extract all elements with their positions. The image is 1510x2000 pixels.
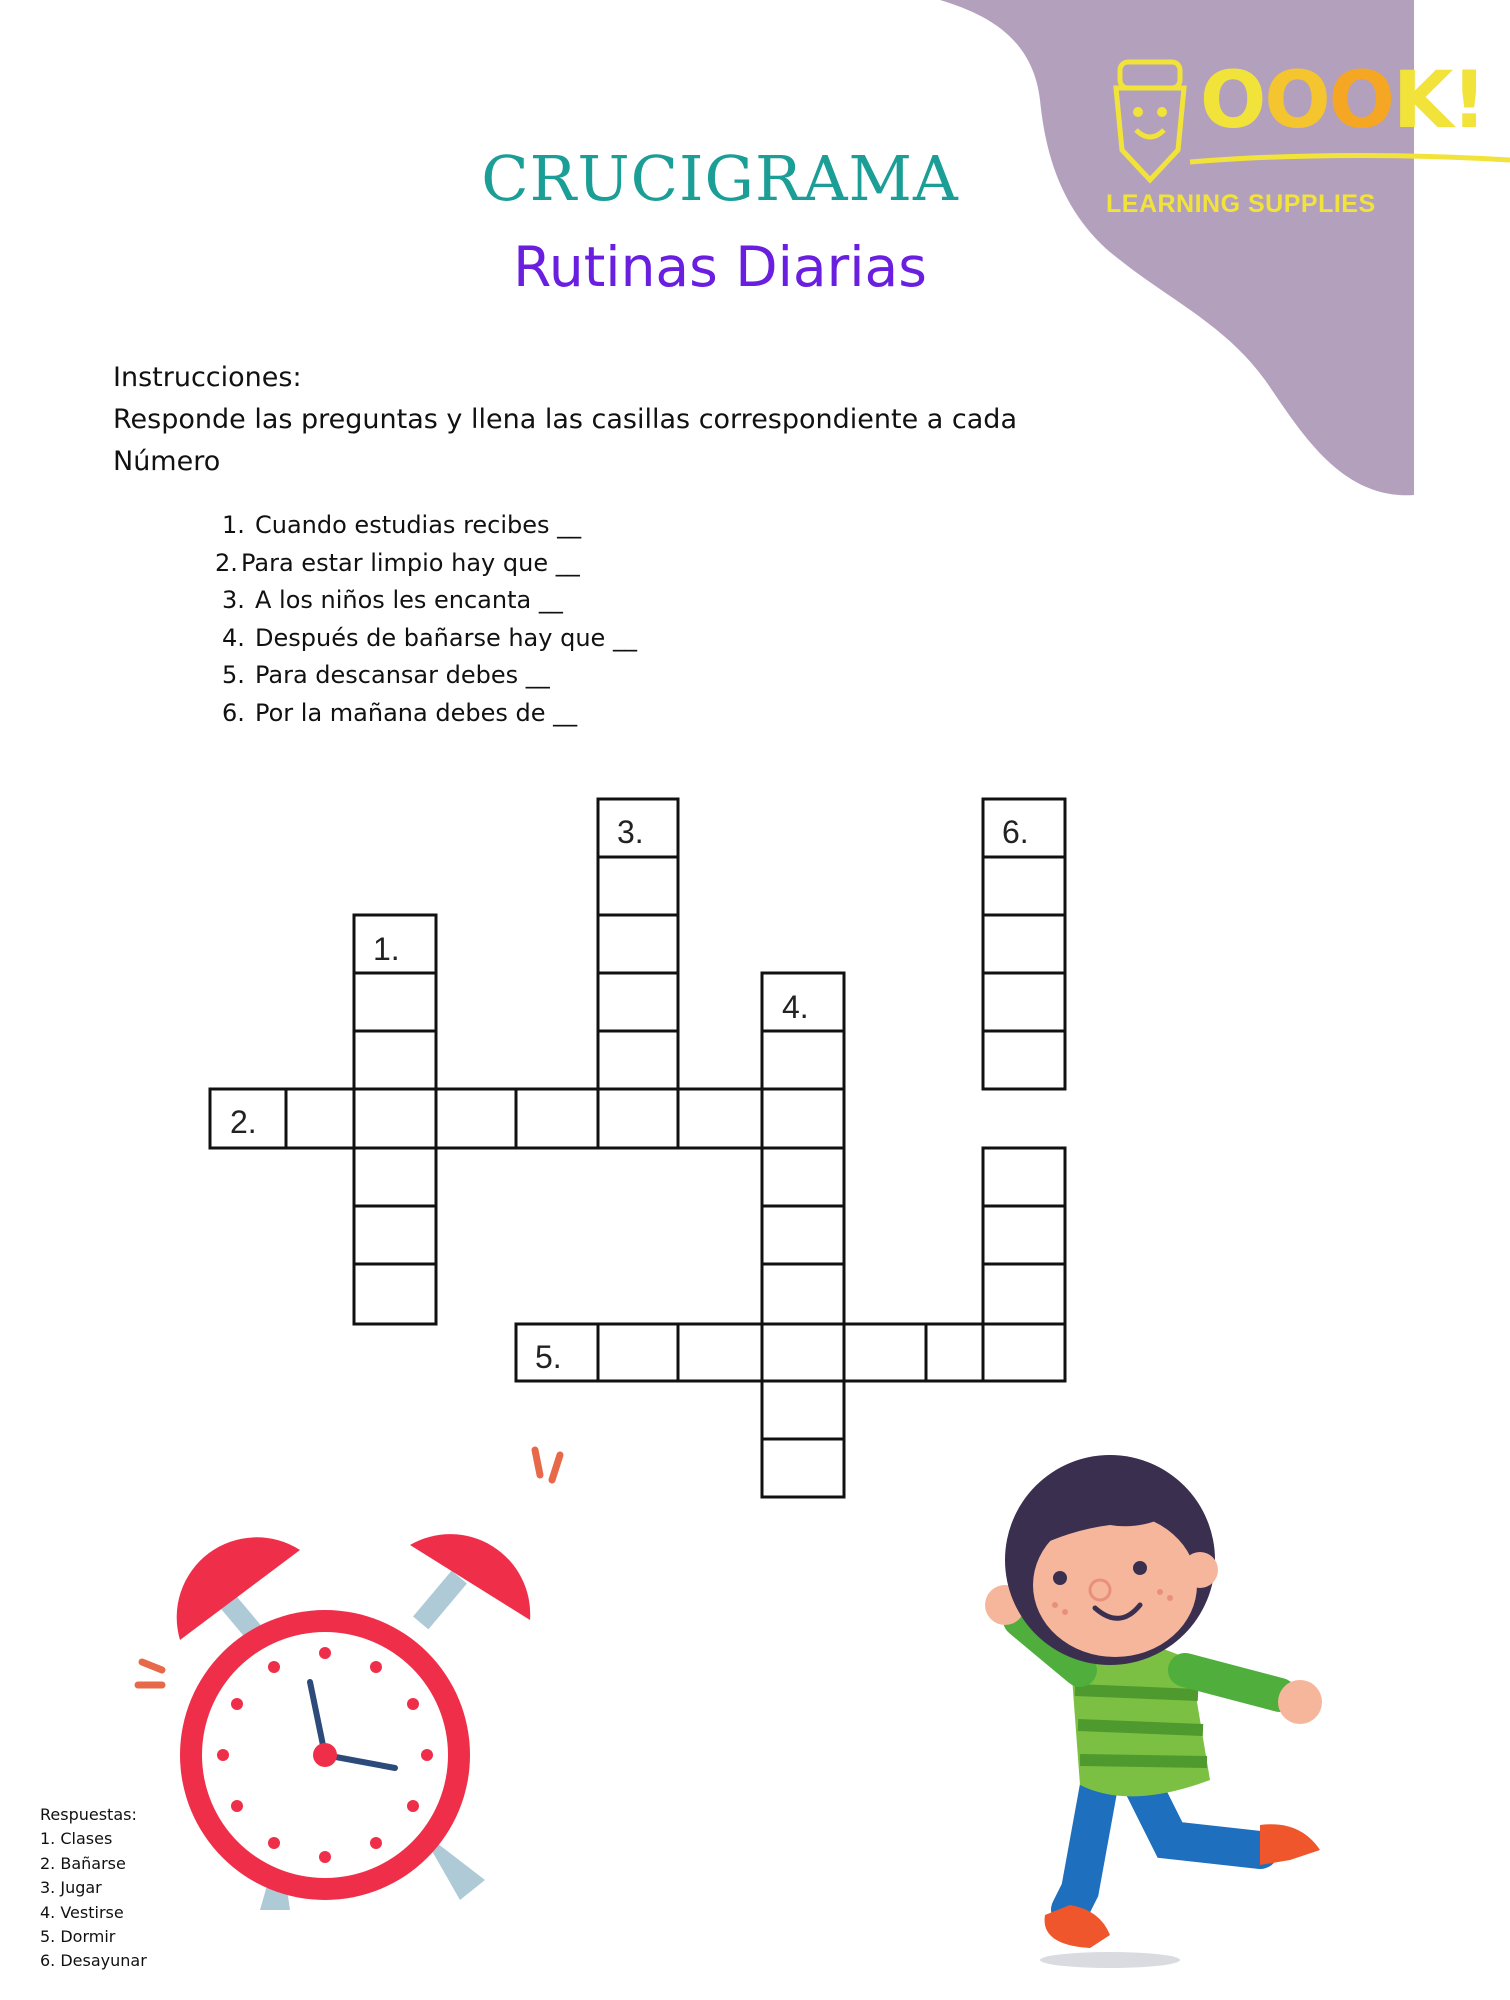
crossword-cell[interactable] [598, 857, 678, 915]
clue-number: 3. [222, 586, 245, 614]
crossword-cell[interactable] [762, 1324, 844, 1381]
crossword-cell[interactable] [762, 1381, 844, 1439]
instructions-line2: Número [113, 446, 221, 477]
grid-label-2: 2. [230, 1104, 257, 1140]
crossword-cell[interactable] [844, 1324, 926, 1381]
clue-text: Después de bañarse hay que __ [255, 623, 637, 652]
answer-heading: Respuestas: [40, 1805, 137, 1824]
clue-text: A los niños les encanta __ [255, 586, 563, 614]
crossword-cell[interactable] [354, 1148, 436, 1206]
grid-label-5: 5. [535, 1339, 562, 1375]
running-boy-icon [960, 1420, 1340, 1980]
alarm-clock-icon [120, 1440, 600, 1940]
crossword-cell[interactable] [598, 1324, 678, 1381]
clue-text: Por la mañana debes de __ [255, 698, 578, 727]
instructions-line1: Responde las preguntas y llena las casillas correspondiente a cada [113, 404, 1017, 435]
clue-number: 5. [222, 661, 245, 689]
answer-item: 4. Vestirse [40, 1902, 124, 1922]
grid-label-4: 4. [782, 989, 809, 1025]
logo-subtitle: LEARNING SUPPLIES [1106, 190, 1376, 218]
crossword-cell[interactable] [983, 1206, 1065, 1264]
crossword-cell[interactable] [762, 1089, 844, 1148]
clue-text: Para descansar debes __ [255, 661, 550, 689]
crossword-cell[interactable] [354, 1031, 436, 1089]
clue-number: 2. [215, 548, 238, 577]
page-subtitle: Rutinas Diarias [513, 235, 927, 299]
crossword-cell[interactable] [678, 1089, 762, 1148]
logo-wordmark: OOOK! [1200, 56, 1485, 146]
answer-item: 6. Desayunar [40, 1951, 147, 1971]
clue-number: 1. [222, 511, 245, 539]
crossword-cell[interactable] [983, 1264, 1065, 1324]
crossword-cell[interactable] [762, 1264, 844, 1324]
clue-text: Para estar limpio hay que __ [241, 548, 580, 577]
crossword-cell[interactable] [436, 1089, 516, 1148]
crossword-cell[interactable] [983, 1324, 1065, 1381]
crossword-cell[interactable] [354, 1264, 436, 1324]
answer-item: 1. Clases [40, 1829, 113, 1849]
crossword-cell[interactable] [762, 1148, 844, 1206]
answer-item: 3. Jugar [40, 1878, 102, 1898]
crossword-cell[interactable] [762, 1439, 844, 1497]
answer-item: 2. Bañarse [40, 1853, 126, 1873]
crossword-cell[interactable] [354, 1089, 436, 1148]
grid-label-1: 1. [373, 931, 400, 967]
crossword-cell[interactable] [598, 1031, 678, 1089]
crossword-cell[interactable] [678, 1324, 762, 1381]
crossword-cell[interactable] [983, 1148, 1065, 1206]
answer-item: 5. Dormir [40, 1927, 116, 1947]
crossword-cell[interactable] [598, 973, 678, 1031]
crossword-cell[interactable] [762, 1206, 844, 1264]
crossword-cell[interactable] [983, 857, 1065, 915]
crossword-cell[interactable] [598, 915, 678, 973]
crossword-cell[interactable] [983, 1031, 1065, 1089]
crossword-cell[interactable] [598, 1089, 678, 1148]
crossword-cell[interactable] [983, 973, 1065, 1031]
answer-key [40, 1803, 147, 1974]
grid-label-3: 3. [617, 814, 644, 850]
crossword-cell[interactable] [926, 1324, 983, 1381]
crossword-cell[interactable] [516, 1089, 598, 1148]
grid-label-6: 6. [1002, 814, 1029, 850]
clue-number: 6. [222, 698, 245, 727]
clue-number: 4. [222, 623, 245, 652]
page-title: CRUCIGRAMA [481, 142, 959, 215]
crossword-cell[interactable] [354, 1206, 436, 1264]
instructions-heading: Instrucciones: [113, 362, 302, 393]
crossword-cell[interactable] [762, 1031, 844, 1089]
crossword-cell[interactable] [983, 915, 1065, 973]
crossword-cell[interactable] [286, 1089, 354, 1148]
crossword-cell[interactable] [354, 973, 436, 1031]
clue-text: Cuando estudias recibes __ [255, 511, 582, 539]
